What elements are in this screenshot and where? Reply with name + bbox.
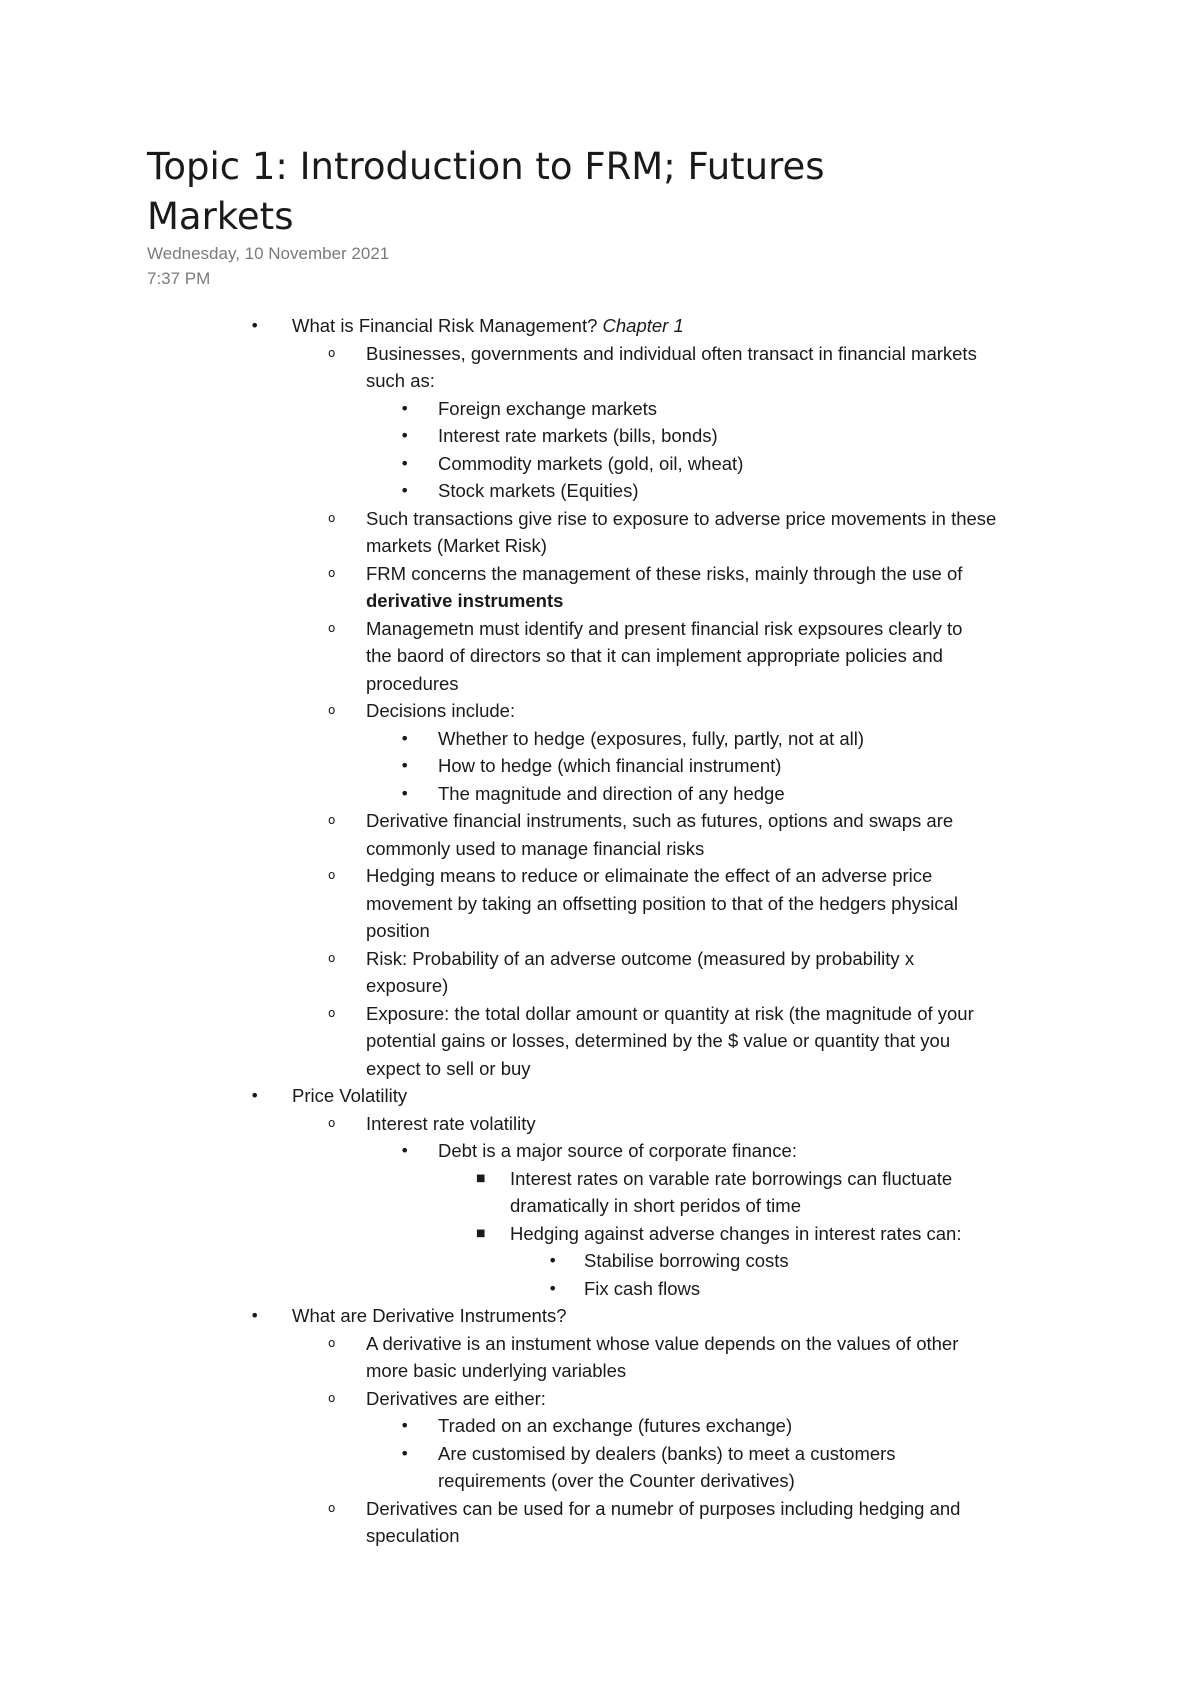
note-title-line-2: Markets (147, 195, 294, 238)
note-title-line-1: Topic 1: Introduction to FRM; Futures (147, 145, 825, 188)
bullet-disc-icon: • (400, 399, 410, 418)
list-item-continuation: expect to sell or buy (366, 1058, 531, 1079)
list-item: Are customised by dealers (banks) to meet a customers (438, 1443, 896, 1464)
list-item: Debt is a major source of corporate finance: (438, 1140, 797, 1161)
list-item: Traded on an exchange (futures exchange) (438, 1415, 793, 1436)
list-item: Interest rate volatility (366, 1113, 536, 1134)
bullet-circle-icon: o (328, 511, 336, 525)
list-item-continuation: position (366, 920, 430, 941)
bullet-disc-icon: • (250, 1306, 260, 1325)
bullet-circle-icon: o (328, 1006, 336, 1020)
list-item: Stabilise borrowing costs (584, 1250, 789, 1271)
bullet-circle-icon: o (328, 346, 336, 360)
list-item-continuation: commonly used to manage financial risks (366, 838, 705, 859)
list-item: A derivative is an instument whose value depends on the values of other (366, 1333, 959, 1354)
list-item: Exposure: the total dollar amount or quantity at risk (the magnitude of your (366, 1003, 974, 1024)
list-item-continuation: potential gains or losses, determined by the $ value or quantity that you (366, 1030, 951, 1051)
bullet-disc-icon: • (548, 1251, 558, 1270)
list-item-continuation: procedures (366, 673, 459, 694)
list-item-continuation: more basic underlying variables (366, 1360, 627, 1381)
bullet-circle-icon: o (328, 1391, 336, 1405)
list-item-continuation: such as: (366, 370, 435, 391)
bullet-circle-icon: o (328, 1501, 336, 1515)
bullet-disc-icon: • (400, 1141, 410, 1160)
bullet-disc-icon: • (250, 1086, 260, 1105)
list-item: Managemetn must identify and present financial risk expsoures clearly to (366, 618, 963, 639)
list-item: Such transactions give rise to exposure to adverse price movements in these (366, 508, 997, 529)
list-item: Derivative financial instruments, such as futures, options and swaps are (366, 810, 954, 831)
bullet-square-icon: ■ (476, 1228, 486, 1239)
list-item: Fix cash flows (584, 1278, 701, 1299)
bullet-disc-icon: • (400, 784, 410, 803)
bullet-square-icon: ■ (476, 1173, 486, 1184)
bullet-circle-icon: o (328, 1336, 336, 1350)
list-item: What is Financial Risk Management? Chapter 1 (292, 315, 684, 336)
bullet-circle-icon: o (328, 951, 336, 965)
list-item: Hedging means to reduce or elimainate the effect of an adverse price (366, 865, 933, 886)
bullet-disc-icon: • (400, 729, 410, 748)
bullet-disc-icon: • (250, 316, 260, 335)
list-item-continuation: speculation (366, 1525, 460, 1546)
list-item: Decisions include: (366, 700, 516, 721)
bullet-disc-icon: • (400, 481, 410, 500)
list-item: FRM concerns the management of these risks, mainly through the use of (366, 563, 963, 584)
list-item: What are Derivative Instruments? (292, 1305, 567, 1326)
bullet-disc-icon: • (400, 1416, 410, 1435)
bullet-circle-icon: o (328, 813, 336, 827)
list-item-continuation: exposure) (366, 975, 449, 996)
list-item: Commodity markets (gold, oil, wheat) (438, 453, 744, 474)
bullet-circle-icon: o (328, 1116, 336, 1130)
note-date: Wednesday, 10 November 2021 (147, 244, 390, 263)
bullet-disc-icon: • (548, 1279, 558, 1298)
list-item: Stock markets (Equities) (438, 480, 639, 501)
list-item-continuation: requirements (over the Counter derivatives) (438, 1470, 795, 1491)
bullet-disc-icon: • (400, 454, 410, 473)
bullet-circle-icon: o (328, 703, 336, 717)
list-item-continuation: movement by taking an offsetting position to that of the hedgers physical (366, 893, 959, 914)
note-title (147, 142, 947, 242)
list-item-continuation: the baord of directors so that it can implement appropriate policies and (366, 645, 943, 666)
list-item: Foreign exchange markets (438, 398, 658, 419)
bullet-circle-icon: o (328, 621, 336, 635)
list-item: How to hedge (which financial instrument) (438, 755, 782, 776)
list-item-continuation: derivative instruments (366, 590, 564, 611)
list-item: Interest rate markets (bills, bonds) (438, 425, 718, 446)
list-item: Whether to hedge (exposures, fully, partly, not at all) (438, 728, 865, 749)
list-item: Derivatives are either: (366, 1388, 546, 1409)
list-item-continuation: dramatically in short peridos of time (510, 1195, 801, 1216)
list-item: Interest rates on varable rate borrowings can fluctuate (510, 1168, 953, 1189)
list-item: Derivatives can be used for a numebr of purposes including hedging and (366, 1498, 961, 1519)
list-item: Price Volatility (292, 1085, 408, 1106)
bullet-circle-icon: o (328, 868, 336, 882)
list-item-continuation: markets (Market Risk) (366, 535, 547, 556)
bullet-circle-icon: o (328, 566, 336, 580)
bullet-disc-icon: • (400, 756, 410, 775)
list-item: Risk: Probability of an adverse outcome (measured by probability x (366, 948, 915, 969)
list-item: The magnitude and direction of any hedge (438, 783, 785, 804)
list-item: Hedging against adverse changes in interest rates can: (510, 1223, 962, 1244)
bullet-disc-icon: • (400, 426, 410, 445)
note-time: 7:37 PM (147, 269, 211, 288)
list-item: Businesses, governments and individual often transact in financial markets (366, 343, 977, 364)
bullet-disc-icon: • (400, 1444, 410, 1463)
